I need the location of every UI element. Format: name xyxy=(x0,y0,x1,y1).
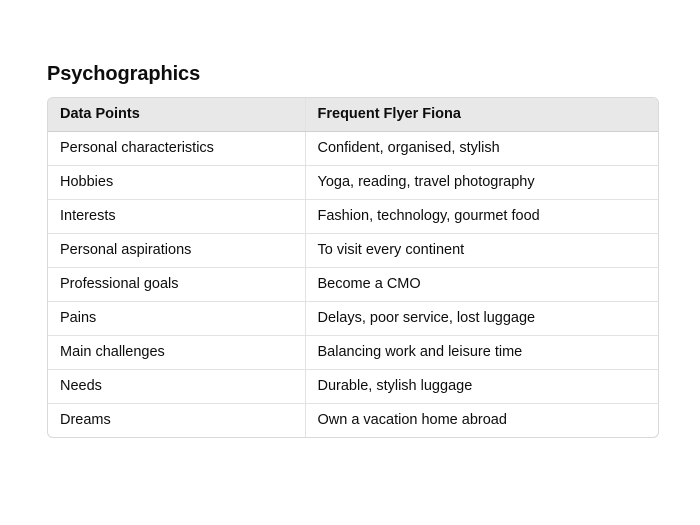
row-label-cell: Professional goals xyxy=(48,268,305,302)
table-row xyxy=(48,404,658,438)
page-title: Psychographics xyxy=(47,63,201,85)
table-row xyxy=(48,132,658,166)
row-label-cell: Dreams xyxy=(48,404,305,438)
row-value-cell: Yoga, reading, travel photography xyxy=(305,166,658,200)
table-row xyxy=(48,200,658,234)
table-header xyxy=(48,98,658,132)
row-value-cell: Confident, organised, stylish xyxy=(305,132,658,166)
table-row xyxy=(48,234,658,268)
row-label-cell: Main challenges xyxy=(48,336,305,370)
table-row xyxy=(48,166,658,200)
row-value-cell: Delays, poor service, lost luggage xyxy=(305,302,658,336)
row-label-cell: Personal characteristics xyxy=(60,140,214,156)
row-value-cell: Become a CMO xyxy=(305,268,658,302)
row-value-cell: To visit every continent xyxy=(305,234,658,268)
row-value-cell: Fashion, technology, gourmet food xyxy=(305,200,658,234)
table-body xyxy=(48,132,658,438)
data-table xyxy=(48,98,658,437)
row-label-cell: Pains xyxy=(48,302,305,336)
header-row xyxy=(48,98,658,132)
row-label-cell: Needs xyxy=(48,370,305,404)
row-value-cell: Balancing work and leisure time xyxy=(305,336,658,370)
row-value-cell: Own a vacation home abroad xyxy=(305,404,658,438)
table-row xyxy=(48,370,658,404)
column-header-persona: Frequent Flyer Fiona xyxy=(305,98,658,132)
table-row xyxy=(48,336,658,370)
column-header-data-points: Data Points xyxy=(48,98,305,132)
row-label-cell: Hobbies xyxy=(48,166,305,200)
table-row xyxy=(48,268,658,302)
row-label-cell: Personal aspirations xyxy=(48,234,305,268)
table-row xyxy=(48,302,658,336)
psychographics-table xyxy=(47,97,659,438)
row-label-cell: Interests xyxy=(48,200,305,234)
row-value-cell: Durable, stylish luggage xyxy=(305,370,658,404)
